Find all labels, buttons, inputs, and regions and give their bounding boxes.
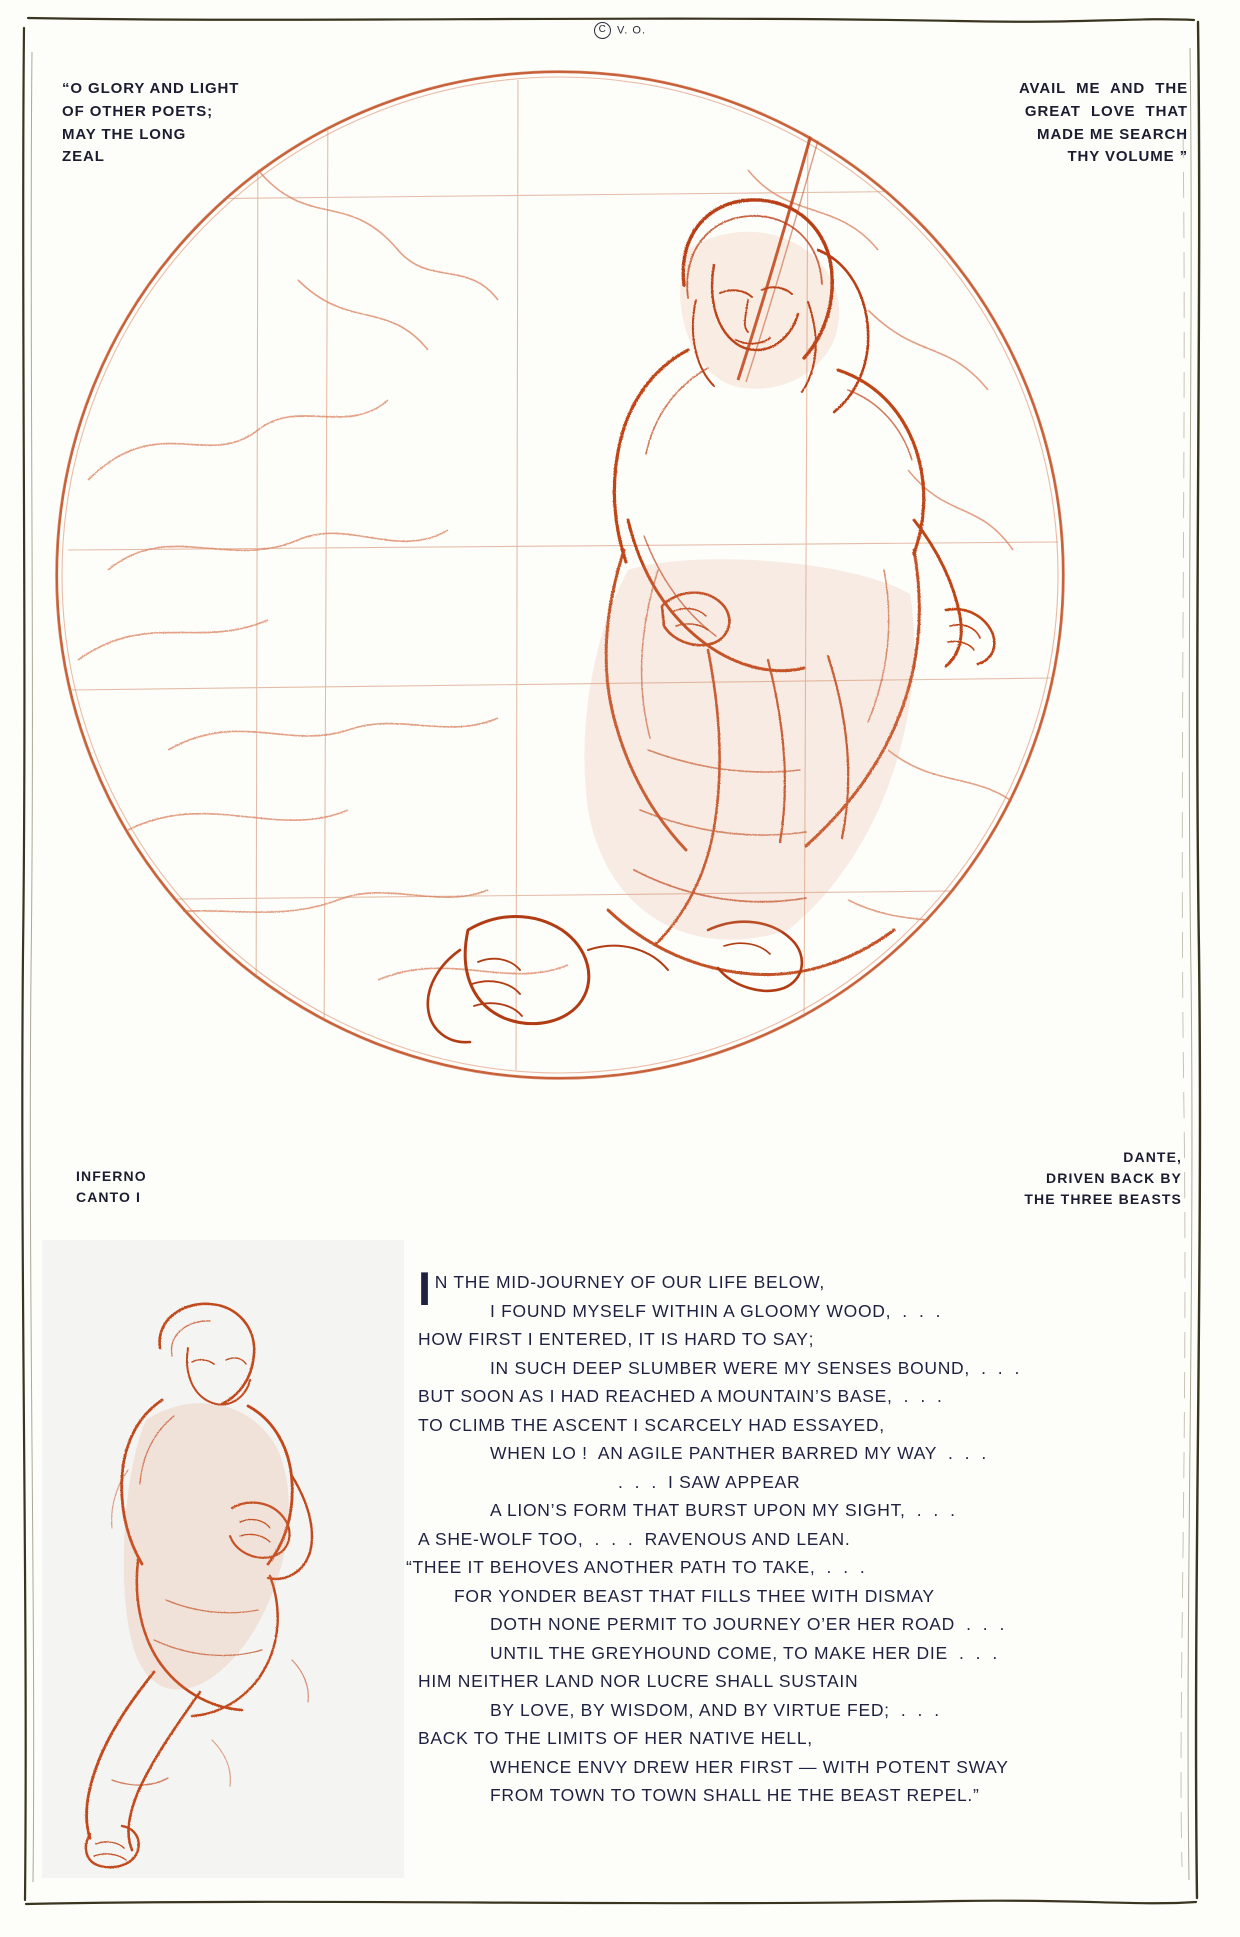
caption-left-line-2: CANTO I [76, 1189, 141, 1205]
poem-line: DOTH NONE PERMIT TO JOURNEY O’ER HER ROAD . . . [490, 1614, 1006, 1635]
poem-line: I FOUND MYSELF WITHIN A GLOOMY WOOD, . . . [490, 1300, 942, 1321]
poem-line: . . . I SAW APPEAR [618, 1471, 801, 1492]
caption-right-line-3: THE THREE BEASTS [1024, 1191, 1182, 1207]
poem-line: A LION’S FORM THAT BURST UPON MY SIGHT, . . . [490, 1500, 956, 1521]
caption-right [1024, 1147, 1182, 1210]
poem-line: IN SUCH DEEP SLUMBER WERE MY SENSES BOUND, . . . [490, 1357, 1021, 1378]
vignette-illustration [42, 1240, 404, 1878]
copyright-icon: C [594, 22, 611, 39]
quote-left-line-1: “O GLORY AND LIGHT [62, 80, 240, 97]
poem-line: FOR YONDER BEAST THAT FILLS THEE WITH DISMAY [454, 1585, 935, 1606]
poem-line: TO CLIMB THE ASCENT I SCARCELY HAD ESSAYED, [418, 1414, 885, 1435]
poem-line: BY LOVE, BY WISDOM, AND BY VIRTUE FED; . . . [490, 1699, 940, 1720]
poem-line: A SHE-WOLF TOO, . . . RAVENOUS AND LEAN. [418, 1528, 851, 1549]
main-illustration [48, 50, 1168, 1230]
quote-right-line-2: GREAT LOVE THAT [1024, 102, 1188, 120]
poem-line: BUT SOON AS I HAD REACHED A MOUNTAIN’S BASE, . . . [418, 1386, 943, 1407]
quote-right-line-3: MADE ME SEARCH [1037, 125, 1188, 143]
poem-line: HIM NEITHER LAND NOR LUCRE SHALL SUSTAIN [418, 1671, 859, 1692]
quote-left-line-4: ZEAL [62, 148, 105, 166]
quote-left-line-3: MAY THE LONG [62, 125, 187, 143]
poem-line: WHENCE ENVY DREW HER FIRST — WITH POTENT SWAY [490, 1756, 1009, 1777]
poem-text [406, 1262, 1158, 1810]
caption-left [76, 1166, 147, 1208]
quote-left-line-2: OF OTHER POETS; [62, 102, 214, 120]
poem-line: BACK TO THE LIMITS OF HER NATIVE HELL, [418, 1728, 813, 1749]
poem-line: FROM TOWN TO TOWN SHALL HE THE BEAST REPEL.” [490, 1785, 980, 1806]
poem-first-line-rest: N THE MID-JOURNEY OF OUR LIFE BELOW, [434, 1272, 825, 1292]
poem-line: “THEE IT BEHOVES ANOTHER PATH TO TAKE, . . . [406, 1557, 866, 1578]
caption-right-line-1: DANTE, [1123, 1149, 1182, 1165]
poem-line: WHEN LO ! AN AGILE PANTHER BARRED MY WAY . . . [490, 1443, 987, 1464]
quote-right-line-1: AVAIL ME AND THE [1018, 80, 1188, 97]
poem-dropcap: I [418, 1262, 432, 1315]
caption-right-line-2: DRIVEN BACK BY [1046, 1170, 1182, 1186]
caption-left-line-1: INFERNO [76, 1168, 147, 1184]
quote-right-line-4: THY VOLUME ” [1067, 148, 1188, 166]
artist-initials: V. O. [616, 24, 647, 37]
poem-line: HOW FIRST I ENTERED, IT IS HARD TO SAY; [418, 1329, 815, 1350]
poem-line: UNTIL THE GREYHOUND COME, TO MAKE HER DIE . . . [490, 1642, 998, 1663]
copyright-mark [0, 22, 1240, 39]
